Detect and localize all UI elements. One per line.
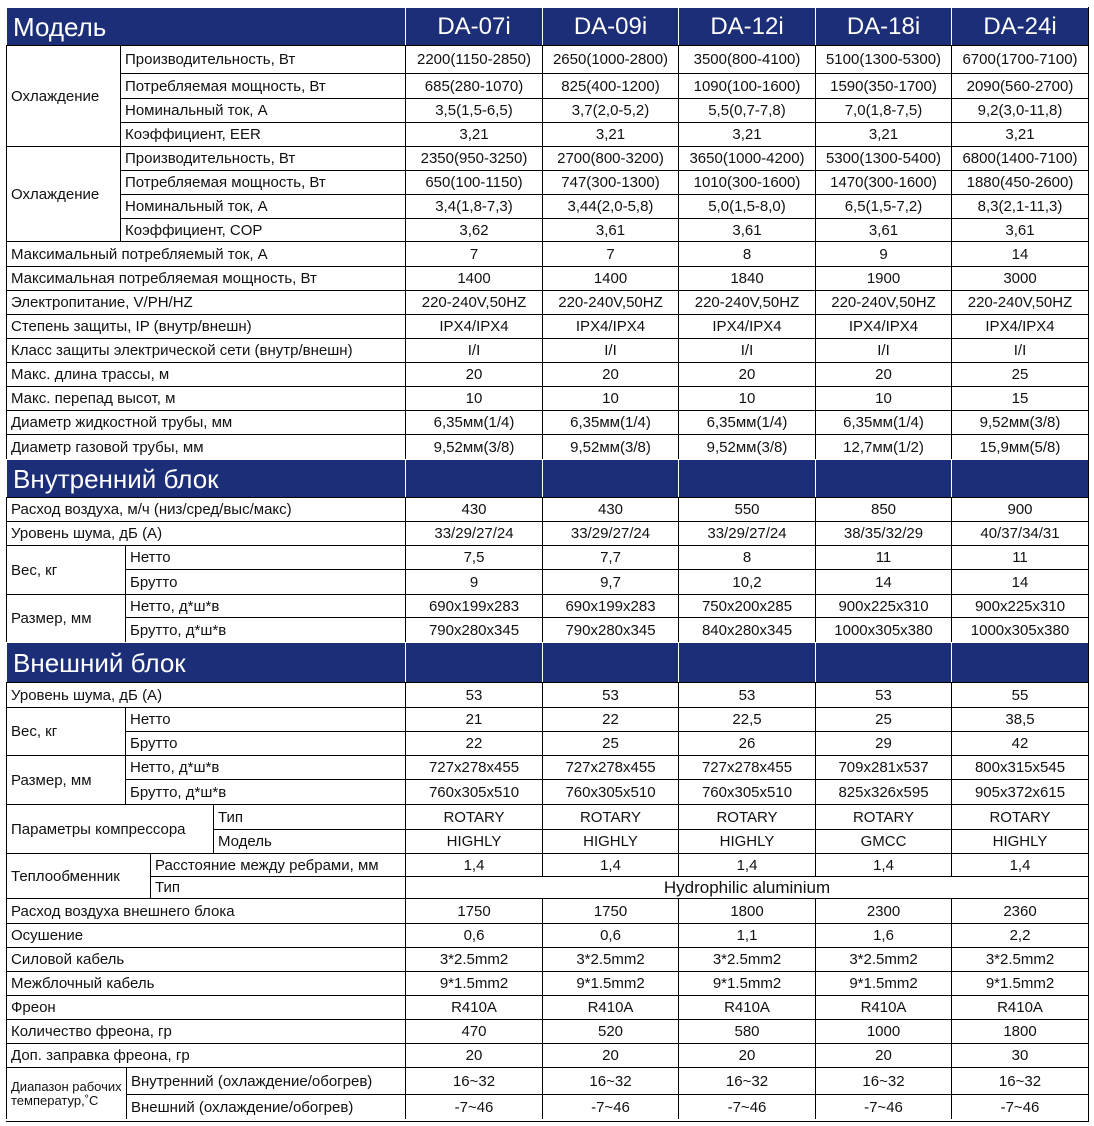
value-cell: 747(300-1300) (542, 170, 678, 194)
value-cell: 25 (542, 731, 678, 755)
value-cell: 900 (951, 497, 1088, 521)
value-cell: ROTARY (815, 804, 951, 829)
value-cell: I/I (678, 338, 815, 362)
value-cell: 727x278x455 (678, 755, 815, 779)
value-cell: 53 (405, 682, 542, 707)
param-label: Производительность, Вт (120, 146, 405, 170)
value-cell: 800x315x545 (951, 755, 1088, 779)
value-cell: 9,52мм(3/8) (678, 434, 815, 459)
value-cell: 3*2.5mm2 (815, 947, 951, 971)
value-cell: 1840 (678, 266, 815, 290)
value-cell: 850 (815, 497, 951, 521)
param-label: Максимальная потребляемая мощность, Вт (6, 266, 405, 290)
value-cell: 760x305x510 (542, 779, 678, 804)
value-cell: 1800 (951, 1019, 1088, 1043)
value-cell: ROTARY (542, 804, 678, 829)
group-label: Теплообменник (6, 853, 150, 898)
value-cell: 6,35мм(1/4) (405, 410, 542, 434)
value-cell: 6,5(1,5-7,2) (815, 194, 951, 218)
value-cell: 220-240V,50HZ (951, 290, 1088, 314)
value-cell: 9*1.5mm2 (678, 971, 815, 995)
value-cell: 6,35мм(1/4) (678, 410, 815, 434)
value-cell: 3,62 (405, 218, 542, 241)
value-cell: 9,52мм(3/8) (542, 434, 678, 459)
value-cell: R410A (542, 995, 678, 1019)
value-cell: IPX4/IPX4 (678, 314, 815, 338)
value-cell: 2350(950-3250) (405, 146, 542, 170)
value-cell: 10 (678, 386, 815, 410)
value-cell: -7~46 (951, 1094, 1088, 1119)
value-cell: 3,21 (405, 122, 542, 146)
value-cell: 6,35мм(1/4) (815, 410, 951, 434)
section-header-cell (405, 459, 542, 497)
value-cell: 9 (815, 241, 951, 266)
value-cell: 220-240V,50HZ (815, 290, 951, 314)
value-cell: 20 (542, 1043, 678, 1067)
param-label: Силовой кабель (6, 947, 405, 971)
value-cell: 5,0(1,5-8,0) (678, 194, 815, 218)
sub-label: Брутто, д*ш*в (125, 617, 405, 642)
value-cell: 1400 (542, 266, 678, 290)
param-label: Макс. длина трассы, м (6, 362, 405, 386)
value-cell: 20 (815, 1043, 951, 1067)
value-cell: 790x280x345 (405, 617, 542, 642)
value-cell: 470 (405, 1019, 542, 1043)
value-cell: 1,4 (405, 853, 542, 876)
value-cell: 10 (815, 386, 951, 410)
value-cell: 3,61 (678, 218, 815, 241)
value-cell: 2650(1000-2800) (542, 45, 678, 73)
sub-label: Брутто, д*ш*в (125, 779, 405, 804)
value-cell: 760x305x510 (678, 779, 815, 804)
value-cell: 2200(1150-2850) (405, 45, 542, 73)
value-cell: 9*1.5mm2 (405, 971, 542, 995)
section-title-outdoor: Внешний блок (6, 642, 405, 682)
value-cell: 3,21 (678, 122, 815, 146)
value-cell: 1750 (405, 898, 542, 923)
section-header-cell (678, 459, 815, 497)
group-label: Охлаждение (6, 146, 120, 241)
value-cell: R410A (405, 995, 542, 1019)
value-cell: 1,1 (678, 923, 815, 947)
section-header-cell (815, 459, 951, 497)
value-cell: 1470(300-1600) (815, 170, 951, 194)
value-cell: GMCC (815, 829, 951, 853)
value-cell: 6,35мм(1/4) (542, 410, 678, 434)
param-label: Степень защиты, IP (внутр/внешн) (6, 314, 405, 338)
value-cell: 22 (405, 731, 542, 755)
value-cell: -7~46 (815, 1094, 951, 1119)
value-cell: R410A (951, 995, 1088, 1019)
value-cell: 220-240V,50HZ (405, 290, 542, 314)
param-label: Класс защиты электрической сети (внутр/внешн) (6, 338, 405, 362)
value-cell: 9*1.5mm2 (815, 971, 951, 995)
value-cell: 3*2.5mm2 (678, 947, 815, 971)
param-label: Доп. заправка фреона, гр (6, 1043, 405, 1067)
value-cell: 53 (815, 682, 951, 707)
value-cell: 20 (678, 362, 815, 386)
value-cell: 5300(1300-5400) (815, 146, 951, 170)
value-cell: 0,6 (405, 923, 542, 947)
value-cell: HIGHLY (951, 829, 1088, 853)
value-cell: 9*1.5mm2 (542, 971, 678, 995)
group-label: Размер, мм (6, 755, 125, 804)
value-cell: 3,21 (542, 122, 678, 146)
value-cell: 900x225x310 (815, 594, 951, 617)
section-header-cell (542, 642, 678, 682)
section-header-cell (815, 642, 951, 682)
value-cell: 14 (951, 569, 1088, 594)
value-cell: 790x280x345 (542, 617, 678, 642)
value-cell: 20 (405, 362, 542, 386)
param-label: Уровень шума, дБ (А) (6, 682, 405, 707)
value-cell: 1,4 (815, 853, 951, 876)
value-cell: 2,2 (951, 923, 1088, 947)
value-cell: 11 (951, 545, 1088, 569)
group-label: Охлаждение (6, 45, 120, 146)
value-cell: 3,4(1,8-7,3) (405, 194, 542, 218)
value-cell: 20 (405, 1043, 542, 1067)
value-cell: 21 (405, 707, 542, 731)
param-label: Межблочный кабель (6, 971, 405, 995)
sub-label: Нетто, д*ш*в (125, 594, 405, 617)
value-cell: 16~32 (405, 1067, 542, 1094)
value-cell: 580 (678, 1019, 815, 1043)
value-cell: 38,5 (951, 707, 1088, 731)
value-cell: 220-240V,50HZ (542, 290, 678, 314)
param-label: Потребляемая мощность, Вт (120, 170, 405, 194)
param-label: Максимальный потребляемый ток, А (6, 241, 405, 266)
value-cell: IPX4/IPX4 (815, 314, 951, 338)
value-cell: 40/37/34/31 (951, 521, 1088, 545)
section-header-cell (951, 459, 1088, 497)
page-title: Модель (6, 7, 405, 45)
value-cell: 10,2 (678, 569, 815, 594)
value-cell: 12,7мм(1/2) (815, 434, 951, 459)
value-cell: 2700(800-3200) (542, 146, 678, 170)
value-cell: 53 (678, 682, 815, 707)
value-cell: 430 (405, 497, 542, 521)
value-cell: HIGHLY (542, 829, 678, 853)
value-cell: 1800 (678, 898, 815, 923)
value-cell: 905x372x615 (951, 779, 1088, 804)
merged-value-cell: Hydrophilic aluminium (405, 876, 1088, 898)
value-cell: HIGHLY (678, 829, 815, 853)
value-cell: IPX4/IPX4 (405, 314, 542, 338)
value-cell: 16~32 (815, 1067, 951, 1094)
section-header-cell (678, 642, 815, 682)
value-cell: 3,44(2,0-5,8) (542, 194, 678, 218)
value-cell: 220-240V,50HZ (678, 290, 815, 314)
value-cell: I/I (405, 338, 542, 362)
value-cell: 8,3(2,1-11,3) (951, 194, 1088, 218)
value-cell: 9*1.5mm2 (951, 971, 1088, 995)
param-label: Электропитание, V/PH/HZ (6, 290, 405, 314)
value-cell: ROTARY (951, 804, 1088, 829)
value-cell: 3,61 (951, 218, 1088, 241)
model-header: DA-07i (405, 7, 542, 45)
value-cell: 7 (542, 241, 678, 266)
value-cell: 14 (951, 241, 1088, 266)
value-cell: IPX4/IPX4 (542, 314, 678, 338)
param-label: Диаметр жидкостной трубы, мм (6, 410, 405, 434)
group-label: Параметры компрессора (6, 804, 213, 853)
value-cell: 1000x305x380 (815, 617, 951, 642)
value-cell: 7,5 (405, 545, 542, 569)
param-label: Количество фреона, гр (6, 1019, 405, 1043)
value-cell: 690x199x283 (405, 594, 542, 617)
section-header-cell (405, 642, 542, 682)
value-cell: 825x326x595 (815, 779, 951, 804)
value-cell: 25 (815, 707, 951, 731)
value-cell: R410A (678, 995, 815, 1019)
sub-label: Брутто (125, 569, 405, 594)
value-cell: 550 (678, 497, 815, 521)
param-label: Уровень шума, дБ (А) (6, 521, 405, 545)
value-cell: 430 (542, 497, 678, 521)
value-cell: 6800(1400-7100) (951, 146, 1088, 170)
value-cell: 22,5 (678, 707, 815, 731)
group-label: Вес, кг (6, 545, 125, 594)
value-cell: ROTARY (678, 804, 815, 829)
value-cell: 16~32 (542, 1067, 678, 1094)
value-cell: R410A (815, 995, 951, 1019)
value-cell: 7 (405, 241, 542, 266)
value-cell: 840x280x345 (678, 617, 815, 642)
value-cell: 38/35/32/29 (815, 521, 951, 545)
value-cell: 3,7(2,0-5,2) (542, 98, 678, 122)
value-cell: 0,6 (542, 923, 678, 947)
group-label: Размер, мм (6, 594, 125, 642)
param-label: Коэффициент, COP (120, 218, 405, 241)
value-cell: 2360 (951, 898, 1088, 923)
value-cell: I/I (542, 338, 678, 362)
param-label: Коэффициент, EER (120, 122, 405, 146)
model-header: DA-09i (542, 7, 678, 45)
value-cell: 685(280-1070) (405, 73, 542, 98)
value-cell: 1400 (405, 266, 542, 290)
value-cell: 5,5(0,7-7,8) (678, 98, 815, 122)
param-label: Потребляемая мощность, Вт (120, 73, 405, 98)
value-cell: 520 (542, 1019, 678, 1043)
value-cell: -7~46 (405, 1094, 542, 1119)
value-cell: 33/29/27/24 (405, 521, 542, 545)
value-cell: 3,21 (951, 122, 1088, 146)
value-cell: 1090(100-1600) (678, 73, 815, 98)
value-cell: 9,52мм(3/8) (405, 434, 542, 459)
value-cell: 6700(1700-7100) (951, 45, 1088, 73)
model-header: DA-18i (815, 7, 951, 45)
value-cell: 727x278x455 (405, 755, 542, 779)
value-cell: 16~32 (678, 1067, 815, 1094)
param-label: Производительность, Вт (120, 45, 405, 73)
sub-label: Тип (213, 804, 405, 829)
value-cell: 8 (678, 241, 815, 266)
value-cell: 1900 (815, 266, 951, 290)
value-cell: 1880(450-2600) (951, 170, 1088, 194)
value-cell: 33/29/27/24 (678, 521, 815, 545)
sub-label: Нетто (125, 707, 405, 731)
value-cell: 1,6 (815, 923, 951, 947)
value-cell: 900x225x310 (951, 594, 1088, 617)
value-cell: 9,2(3,0-11,8) (951, 98, 1088, 122)
sub-label: Внешний (охлаждение/обогрев) (126, 1094, 405, 1119)
value-cell: 727x278x455 (542, 755, 678, 779)
value-cell: 9,52мм(3/8) (951, 410, 1088, 434)
value-cell: 1000x305x380 (951, 617, 1088, 642)
value-cell: IPX4/IPX4 (951, 314, 1088, 338)
value-cell: 25 (951, 362, 1088, 386)
value-cell: 33/29/27/24 (542, 521, 678, 545)
value-cell: 1,4 (678, 853, 815, 876)
value-cell: ROTARY (405, 804, 542, 829)
value-cell: 10 (405, 386, 542, 410)
param-label: Расход воздуха, м/ч (низ/сред/выс/макс) (6, 497, 405, 521)
value-cell: 26 (678, 731, 815, 755)
value-cell: 20 (678, 1043, 815, 1067)
sub-label: Внутренний (охлаждение/обогрев) (126, 1067, 405, 1094)
value-cell: 9 (405, 569, 542, 594)
value-cell: 1,4 (542, 853, 678, 876)
param-label: Фреон (6, 995, 405, 1019)
value-cell: 16~32 (951, 1067, 1088, 1094)
value-cell: 29 (815, 731, 951, 755)
value-cell: 3000 (951, 266, 1088, 290)
value-cell: 825(400-1200) (542, 73, 678, 98)
param-label: Номинальный ток, А (120, 98, 405, 122)
section-header-cell (951, 642, 1088, 682)
value-cell: 3,61 (815, 218, 951, 241)
value-cell: 11 (815, 545, 951, 569)
value-cell: 15 (951, 386, 1088, 410)
value-cell: 10 (542, 386, 678, 410)
value-cell: 14 (815, 569, 951, 594)
value-cell: 20 (815, 362, 951, 386)
value-cell: 3*2.5mm2 (951, 947, 1088, 971)
param-label: Номинальный ток, А (120, 194, 405, 218)
sub-label: Нетто (125, 545, 405, 569)
model-header: DA-12i (678, 7, 815, 45)
value-cell: 2300 (815, 898, 951, 923)
value-cell: 7,0(1,8-7,5) (815, 98, 951, 122)
value-cell: 709x281x537 (815, 755, 951, 779)
param-label: Осушение (6, 923, 405, 947)
value-cell: I/I (951, 338, 1088, 362)
value-cell: 3,5(1,5-6,5) (405, 98, 542, 122)
value-cell: 750x200x285 (678, 594, 815, 617)
section-title-indoor: Внутренний блок (6, 459, 405, 497)
value-cell: 3650(1000-4200) (678, 146, 815, 170)
value-cell: 3*2.5mm2 (405, 947, 542, 971)
value-cell: 1010(300-1600) (678, 170, 815, 194)
value-cell: 3,21 (815, 122, 951, 146)
sub-label: Нетто, д*ш*в (125, 755, 405, 779)
value-cell: 1750 (542, 898, 678, 923)
value-cell: 650(100-1150) (405, 170, 542, 194)
spec-table (6, 7, 1089, 1122)
value-cell: 8 (678, 545, 815, 569)
param-label: Расход воздуха внешнего блока (6, 898, 405, 923)
value-cell: 22 (542, 707, 678, 731)
value-cell: 53 (542, 682, 678, 707)
value-cell: 690x199x283 (542, 594, 678, 617)
sub-label: Брутто (125, 731, 405, 755)
value-cell: 760x305x510 (405, 779, 542, 804)
group-label: Вес, кг (6, 707, 125, 755)
value-cell: 1000 (815, 1019, 951, 1043)
section-header-cell (542, 459, 678, 497)
sub-label: Тип (150, 876, 405, 898)
value-cell: 3,61 (542, 218, 678, 241)
value-cell: 3500(800-4100) (678, 45, 815, 73)
value-cell: I/I (815, 338, 951, 362)
value-cell: 1,4 (951, 853, 1088, 876)
value-cell: -7~46 (542, 1094, 678, 1119)
value-cell: -7~46 (678, 1094, 815, 1119)
value-cell: 42 (951, 731, 1088, 755)
param-label: Диаметр газовой трубы, мм (6, 434, 405, 459)
model-header: DA-24i (951, 7, 1088, 45)
value-cell: 5100(1300-5300) (815, 45, 951, 73)
value-cell: 3*2.5mm2 (542, 947, 678, 971)
param-label: Макс. перепад высот, м (6, 386, 405, 410)
group-label: Диапазон рабочих температур,˚С (6, 1067, 126, 1119)
value-cell: 55 (951, 682, 1088, 707)
value-cell: 15,9мм(5/8) (951, 434, 1088, 459)
value-cell: 7,7 (542, 545, 678, 569)
sub-label: Модель (213, 829, 405, 853)
value-cell: 2090(560-2700) (951, 73, 1088, 98)
value-cell: 9,7 (542, 569, 678, 594)
value-cell: 1590(350-1700) (815, 73, 951, 98)
value-cell: 30 (951, 1043, 1088, 1067)
value-cell: 20 (542, 362, 678, 386)
sub-label: Расстояние между ребрами, мм (150, 853, 405, 876)
value-cell: HIGHLY (405, 829, 542, 853)
